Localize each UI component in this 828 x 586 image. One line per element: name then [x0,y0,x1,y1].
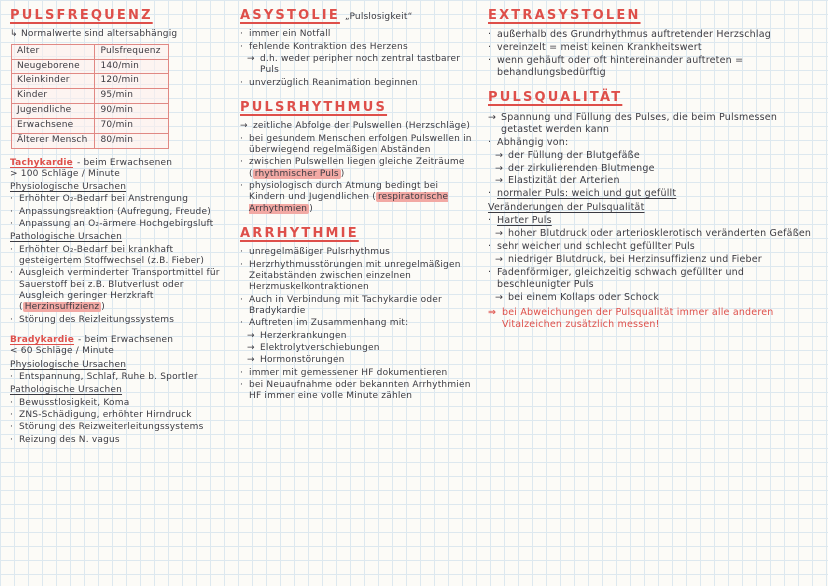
arrow-item [240,121,476,132]
arrow-item [240,331,476,342]
list-item-text: fehlende Kontraktion des Herzens [249,41,408,52]
arrow-item-text: Spannung und Füllung des Pulses, die beim Pulsmessen getastet werden kann [501,111,778,135]
bullet-glyph: · [10,219,14,230]
arrow-item [240,54,476,77]
bullet-glyph: · [10,372,14,383]
list-item-text: Bewusstlosigkeit, Koma [19,397,130,408]
list-item-text: Erhöhter O₂-Bedarf bei Anstrengung [19,194,189,205]
arrow-item-text: Elastizität der Arterien [508,175,620,187]
list-item-text: immer mit gemessener HF dokumentieren [249,367,448,378]
bullet-glyph: · [10,422,14,433]
arrow-item-text: der Füllung der Blutgefäße [508,149,640,161]
bullet-glyph: · [10,244,14,255]
bullet-glyph: · [10,194,14,205]
list-item-text: Anpassung an O₂-ärmere Hochgebirgsluft [19,219,214,230]
arrow-icon: → [495,292,504,304]
threshold-text: > 100 Schläge / Minute [10,168,120,179]
list-item-text: vereinzelt = meist keinen Krankheitswert [497,42,702,54]
arrow-item-text: bei einem Kollaps oder Schock [508,292,660,304]
table-cell-puls: 80/min [95,133,168,148]
arrow-icon: → [247,330,255,341]
list-item [240,260,476,294]
bullet-glyph: · [240,133,244,144]
column-extrasystolen-qualitaet [488,8,820,582]
list-item [240,29,476,40]
list-item [10,268,228,313]
list-item [10,410,228,421]
table-cell-alter: Neugeborene [12,59,95,74]
bullet-glyph: · [10,410,14,421]
section-header [488,90,820,106]
table-cell-puls: 70/min [95,118,168,133]
table-row [12,74,169,89]
list-item-text [19,268,228,313]
list-item [240,247,476,258]
list-item [10,245,228,268]
list-item [488,137,820,149]
bullet-glyph: · [10,434,14,445]
list-item-text: Störung des Reizweiterleitungssystems [19,422,204,433]
list-item [488,188,820,200]
bullet-glyph: · [240,181,244,192]
highlighted-term-herzinsuffizienz: Herzinsuffizienz [24,302,100,313]
bullet-glyph: · [10,206,14,217]
table-cell-puls: 95/min [95,89,168,104]
bullet-glyph: · [488,267,492,279]
column-asystolie-rhythmus [240,8,476,582]
section-title: EXTRASYSTOLEN [488,8,641,23]
arrow-icon: → [247,343,255,354]
table-header-row [12,44,169,59]
arrow-icon: → [488,111,497,123]
term-bradykardie: Bradykardie [10,335,75,346]
list-item [10,207,228,218]
list-item [488,55,820,79]
arrow-item-text: Elektrolytverschiebungen [260,343,380,354]
highlighted-term-respiratorische-arrhythmien: respiratorische Arrhythmien [249,192,449,214]
arrow-item [488,228,820,240]
section-asystolie [240,8,476,89]
text-part: ) [309,203,313,214]
list-item [10,398,228,409]
list-item [488,215,820,227]
section-title: ASYSTOLIE [240,8,340,23]
term-suffix: - beim Erwachsenen [77,157,173,168]
section-title: PULSQUALITÄT [488,90,623,106]
list-item [488,267,820,291]
bullet-glyph: · [488,188,492,200]
bullet-glyph: · [10,397,14,408]
bullet-glyph: · [488,42,492,54]
list-item-text: wenn gehäuft oder oft hintereinander auftreten = behandlungsbedürftig [497,55,744,79]
section-pulsrhythmus [240,100,476,215]
table-cell-puls: 120/min [95,74,168,89]
list-item-text: immer ein Notfall [249,29,331,40]
section-title: ARRHYTHMIE [240,226,359,242]
bullet-glyph: · [240,247,244,258]
subheading-pathologische-ursachen: Pathologische Ursachen [10,232,123,243]
list-item-text: normaler Puls: weich und gut gefüllt [497,188,677,200]
subheading-veraenderungen: Veränderungen der Pulsqualität [488,202,645,214]
text-part: ) [101,302,105,313]
arrow-item-text: zeitliche Abfolge der Pulswellen (Herzschläge) [253,121,471,132]
table-row [12,104,169,119]
list-item-text: unverzüglich Reanimation beginnen [249,77,418,88]
arrow-item [240,355,476,366]
list-item [10,372,228,383]
table-cell-puls: 90/min [95,104,168,119]
bullet-glyph: · [488,136,492,148]
text-part: physiologisch durch Atmung bedingt bei Kindern und Jugendlichen ( [249,181,439,203]
table-cell-alter: Erwachsene [12,118,95,133]
arrow-icon: → [495,175,504,187]
pulse-frequency-table [11,44,169,149]
list-item [10,422,228,433]
bullet-glyph: · [240,318,244,329]
list-item [488,241,820,253]
table-header-puls: Pulsfrequenz [95,44,168,59]
section-header [240,8,476,24]
term-suffix: - beim Erwachsenen [78,335,174,346]
text-part: ) [340,168,345,179]
bullet-glyph: · [240,41,244,52]
list-item [240,318,476,329]
table-row [12,118,169,133]
bullet-glyph: · [10,268,14,279]
section-header [240,226,476,242]
arrow-item [488,112,820,136]
list-item-text [249,157,476,180]
arrow-icon: → [240,121,248,132]
arrow-item [488,163,820,175]
arrow-item-text: Hormonstörungen [260,355,345,366]
table-cell-alter: Kinder [12,89,95,104]
arrow-icon: → [495,162,504,174]
list-item-text [249,181,476,215]
list-item [240,134,476,157]
list-item [240,42,476,53]
bullet-glyph: · [240,259,244,270]
list-item-text: Herzrhythmusstörungen mit unregelmäßigen Zeitabständen zwischen einzelnen Herzmuskelkontraktionen [249,259,461,293]
subsection-bradykardie [10,335,228,346]
list-item-text: außerhalb des Grundrhythmus auftretender Herzschlag [497,29,771,41]
table-row [12,89,169,104]
subheading-pathologische-ursachen: Pathologische Ursachen [10,385,123,396]
list-item-text: Fadenförmiger, gleichzeitig schwach gefüllter und beschleunigter Puls [497,267,745,291]
threshold-text: < 60 Schläge / Minute [10,346,115,357]
bullet-glyph: · [488,29,492,41]
section-extrasystolen [488,8,820,79]
table-row [12,59,169,74]
note-text: Normalwerte sind altersabhängig [21,29,178,40]
list-item-text: Erhöhter O₂-Bedarf bei krankhaft gesteigertem Stoffwechsel (z.B. Fieber) [19,244,205,267]
arrow-item-text: der zirkulierenden Blutmenge [508,162,655,174]
subheading-physiologische-ursachen: Physiologische Ursachen [10,182,127,193]
list-item-text: Auch in Verbindung mit Tachykardie oder Bradykardie [249,294,442,317]
arrow-icon: → [495,228,504,240]
bullet-glyph: · [240,29,244,40]
arrow-item [240,343,476,354]
list-item-text: sehr weicher und schlecht gefüllter Puls [497,241,695,253]
arrow-icon: → [247,54,255,65]
table-cell-alter: Älterer Mensch [12,133,95,148]
table-header-alter: Alter [12,44,95,59]
list-item-text: unregelmäßiger Pulsrhythmus [249,247,390,258]
implies-arrow-icon: ⇒ [488,307,497,319]
section-header [240,100,476,116]
arrow-item-text: d.h. weder peripher noch zentral tastbarer Puls [260,54,461,76]
list-item [240,368,476,379]
text-part: Ausgleich verminderter Transportmittel für Sauerstoff bei z.B. Blutverlust oder Ausgleich geringer Herzkraft ( [19,268,220,313]
list-item [488,29,820,41]
list-item [240,295,476,318]
bullet-glyph: · [10,314,14,325]
table-cell-alter: Jugendliche [12,104,95,119]
list-item [10,219,228,230]
hook-arrow-icon: ↳ [10,29,18,40]
list-item [240,181,476,215]
bullet-glyph: · [488,241,492,253]
arrow-item [488,150,820,162]
section-arrhythmie [240,226,476,403]
subsection-tachykardie [10,158,228,169]
warning-note [488,307,820,331]
bullet-glyph: · [240,77,244,88]
arrow-icon: → [495,149,504,161]
subheading-physiologische-ursachen: Physiologische Ursachen [10,359,127,370]
warning-text: bei Abweichungen der Pulsqualität immer alle anderen Vitalzeichen zusätzlich messen! [502,307,774,331]
bullet-glyph: · [240,367,244,378]
bullet-glyph: · [488,215,492,227]
arrow-item [488,254,820,266]
section-header [488,8,820,24]
text-part: zwischen Pulswellen liegen gleiche Zeiträume ( [249,157,465,179]
list-item-text: Abhängig von: [497,136,569,148]
list-item-text: Auftreten im Zusammenhang mit: [249,318,409,329]
arrow-item [488,175,820,187]
section-pulsfrequenz [10,8,228,446]
list-item-text: Störung des Reizleitungssystems [19,314,175,325]
bullet-glyph: · [240,157,244,168]
list-item-text: ZNS-Schädigung, erhöhter Hirndruck [19,410,192,421]
section-pulsqualitaet [488,90,820,331]
list-item-text: Anpassungsreaktion (Aufregung, Freude) [19,206,211,217]
list-item [240,78,476,89]
arrow-item [488,292,820,304]
term-tachykardie: Tachykardie [10,157,73,168]
list-item [488,42,820,54]
list-item [10,194,228,205]
section-title: PULSFREQUENZ [10,8,153,23]
column-pulsfrequenz [10,8,228,582]
bullet-glyph: · [240,380,244,390]
table-cell-alter: Kleinkinder [12,74,95,89]
section-title: PULSRHYTHMUS [240,100,388,116]
arrow-item-text: hoher Blutdruck oder arteriosklerotisch veränderten Gefäßen [508,228,812,240]
section-subtitle: „Pulslosigkeit“ [344,12,413,22]
bullet-glyph: · [240,294,244,305]
arrow-icon: → [495,254,504,266]
list-item-text: Harter Puls [497,215,552,227]
table-row [12,133,169,148]
list-item-text: bei gesundem Menschen erfolgen Pulswellen in überwiegend regelmäßigen Abständen [249,133,472,156]
list-item [10,315,228,326]
list-item [10,435,228,446]
list-item [240,380,476,403]
arrow-item-text: niedriger Blutdruck, bei Herzinsuffizienz und Fieber [508,254,762,266]
arrow-icon: → [247,355,255,366]
section-header [10,8,228,24]
list-item-text: bei Neuaufnahme oder bekannten Arrhythmien HF immer eine volle Minute zählen [249,380,471,402]
bullet-glyph: · [488,55,492,67]
note-line [10,29,228,40]
list-item-text: Entspannung, Schlaf, Ruhe b. Sportler [19,372,198,383]
list-item [240,157,476,180]
table-cell-puls: 140/min [95,59,168,74]
list-item-text: Reizung des N. vagus [19,434,120,445]
highlighted-term-rhythmischer-puls: rhythmischer Puls [254,168,339,179]
arrow-item-text: Herzerkrankungen [260,330,347,341]
